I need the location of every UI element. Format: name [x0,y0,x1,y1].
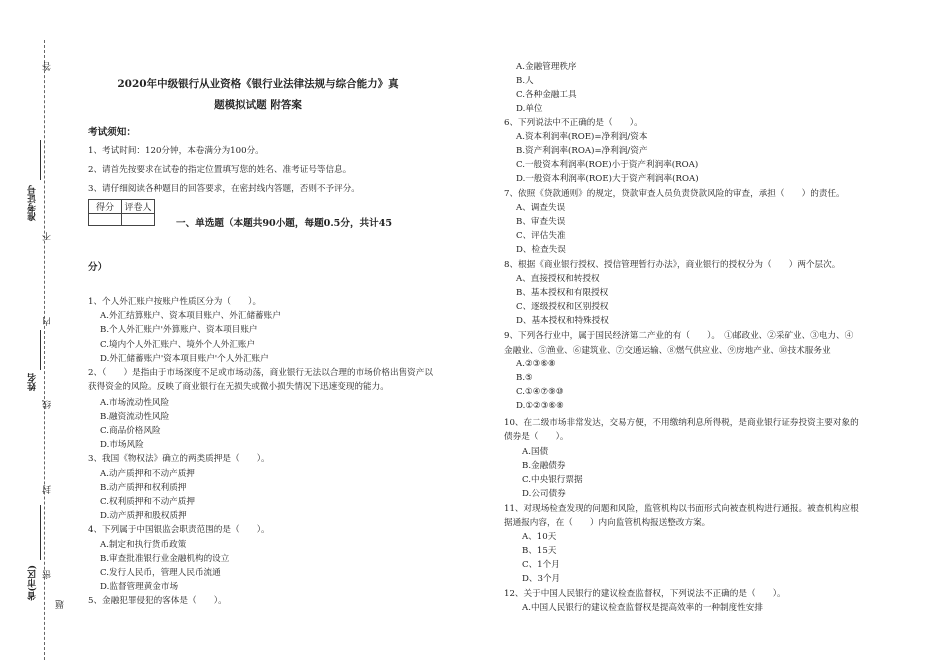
option: C、评估失准 [516,231,566,241]
option: C、1个月 [522,560,560,570]
option: A.中国人民银行的建议检查监督权是提高效率的一种制度性安排 [522,603,763,613]
question-stem: 4、下列属于中国银监会职责范围的是（ ）。 [88,525,270,535]
option: D.①②③⑥⑧ [516,401,564,411]
option: B.人 [516,76,534,86]
province-fill-line [40,505,42,560]
option: A、调查失误 [516,203,566,213]
binding-margin [0,0,70,671]
option: A.制定和执行货币政策 [100,540,187,550]
binding-label-ti: 题 [56,600,66,609]
option: B.资产利润率(ROA)=净利润/资产 [516,146,648,156]
option: D.单位 [516,104,543,114]
option: A.动产质押和不动产质押 [100,469,195,479]
option: A.金融管理秩序 [516,62,577,72]
question-stem: 6、下列说法中不正确的是（ ）。 [504,118,643,128]
section-heading-cont: 分） [88,262,108,273]
option: C.各种金融工具 [516,90,577,100]
option: A.市场流动性风险 [100,398,170,408]
score-table [88,199,155,226]
option: C.权利质押和不动产质押 [100,497,195,507]
option: B.融资流动性风险 [100,412,170,422]
option: A、10天 [522,532,557,542]
question-stem: 8、根据《商业银行授权、授信管理暂行办法》，商业银行的授权分为（ ）两个层次。 [504,260,841,270]
notice-heading: 考试须知： [88,127,136,138]
section-heading: 一、单选题（本题共90小题，每题0.5分，共计45 [176,218,393,229]
option: B、审查失误 [516,217,566,227]
option: A.资本利润率(ROE)=净利润/资本 [516,132,648,142]
notice-item: 1、考试时间：120分钟，本卷满分为100分。 [88,146,264,156]
binding-label-name: 姓名 [28,373,38,391]
question-stem: 2、（ ）是指由于市场深度不足或市场动荡，商业银行无法以合理的市场价格出售资产以 [88,368,433,378]
option: D.监督管理黄金市场 [100,582,179,592]
option: C.一般资本利润率(ROE)小于资产利润率(ROA) [516,160,699,170]
page-title-line2: 题模拟试题 附答案 [214,99,302,111]
option: B.个人外汇账户'外算账户、资本项目账户 [100,325,258,335]
option: D.动产质押和股权质押 [100,511,187,521]
grader-cell[interactable] [122,214,155,226]
question-stem-cont: 据通报内容，在（ ）内向监管机构报送整改方案。 [504,518,711,528]
option: C.商品价格风险 [100,426,161,436]
question-stem: 7、依照《贷款通则》的规定，贷款审查人员负责贷款风险的审查，承担（ ）的责任。 [504,189,845,199]
option: C.①④⑦⑨⑩ [516,387,564,397]
notice-item: 3、请仔细阅读各种题目的回答要求，在密封线内答题，否则不予评分。 [88,184,360,194]
option: C.中央银行票据 [522,475,583,485]
question-stem: 11、对现场检查发现的问题和风险，监管机构以书面形式向被查机构进行通报。被查机构应根 [504,504,859,514]
option: B.动产质押和权利质押 [100,483,187,493]
notice-item: 2、请首先按要求在试卷的指定位置填写您的姓名、准考证号等信息。 [88,165,352,175]
question-stem-cont: 获得资金的风险。反映了商业银行在无损失或微小损失情况下迅速变现的能力。 [88,382,389,392]
option: B.审查批准银行业金融机构的设立 [100,554,230,564]
option: D.一般资本利润率(ROE)大于资产利润率(ROA) [516,174,699,184]
option: D、检查失误 [516,245,566,255]
option: C.境内个人外汇账户、境外个人外汇账户 [100,340,256,350]
question-stem: 12、关于中国人民银行的建议检查监督权，下列说法不正确的是（ ）。 [504,589,786,599]
exam-number-fill-line [40,140,42,180]
binding-label-nei: 内 [43,317,53,326]
question-stem: 9、下列各行业中，属于国民经济第二产业的有（ ）。 ①邮政业、②采矿业、③电力、④ [504,331,854,341]
seal-dashed-line [44,40,45,660]
binding-label-da: 答 [43,62,53,71]
score-header: 得分 [89,200,122,214]
option: A.②③⑥⑧ [516,359,556,369]
option: D、基本授权和特殊授权 [516,316,609,326]
binding-label-province: 省(市区) [28,565,38,601]
binding-label-mi: 密 [43,570,53,579]
option: B.⑤ [516,373,533,383]
option: A、直接授权和转授权 [516,274,600,284]
option: D、3个月 [522,574,561,584]
page-title-line1: 2020年中级银行从业资格《银行业法律法规与综合能力》真 [117,78,399,90]
option: B、基本授权和有限授权 [516,288,609,298]
question-stem: 1、个人外汇账户按账户性质区分为（ ）。 [88,297,262,307]
question-stem: 3、我国《物权法》确立的两类质押是（ ）。 [88,454,270,464]
question-stem: 5、金融犯罪侵犯的客体是（ ）。 [88,596,227,606]
binding-label-xian: 线 [43,400,53,409]
option: A.外汇结算账户、资本项目账户、外汇储蓄账户 [100,311,281,321]
score-cell[interactable] [89,214,122,226]
binding-label-feng: 封 [43,485,53,494]
option: A.国债 [522,447,549,457]
option: D.市场风险 [100,440,144,450]
option: D.公司债券 [522,489,566,499]
option: C、逐级授权和区别授权 [516,302,609,312]
option: B.金融债券 [522,461,566,471]
option: B、15天 [522,546,557,556]
binding-label-bu: 不 [43,232,53,241]
name-fill-line [40,330,42,370]
option: D.外汇储蓄账户'资本项目账户'个人外汇账户 [100,354,269,364]
question-stem-cont: 金融业、⑤渔业、⑥建筑业、⑦交通运输、⑧燃气供应业、⑨房地产业、⑩技术服务业 [504,346,831,356]
binding-label-exam-number: 准考证号 [28,185,38,221]
question-stem-cont: 债券是（ ）。 [504,432,569,442]
question-stem: 10、在二级市场非常发达，交易方便，不用缴纳利息所得税，是商业银行证券投资主要对象的 [504,418,859,428]
option: C.发行人民币，管理人民币流通 [100,568,221,578]
grader-header: 评卷人 [122,200,155,214]
